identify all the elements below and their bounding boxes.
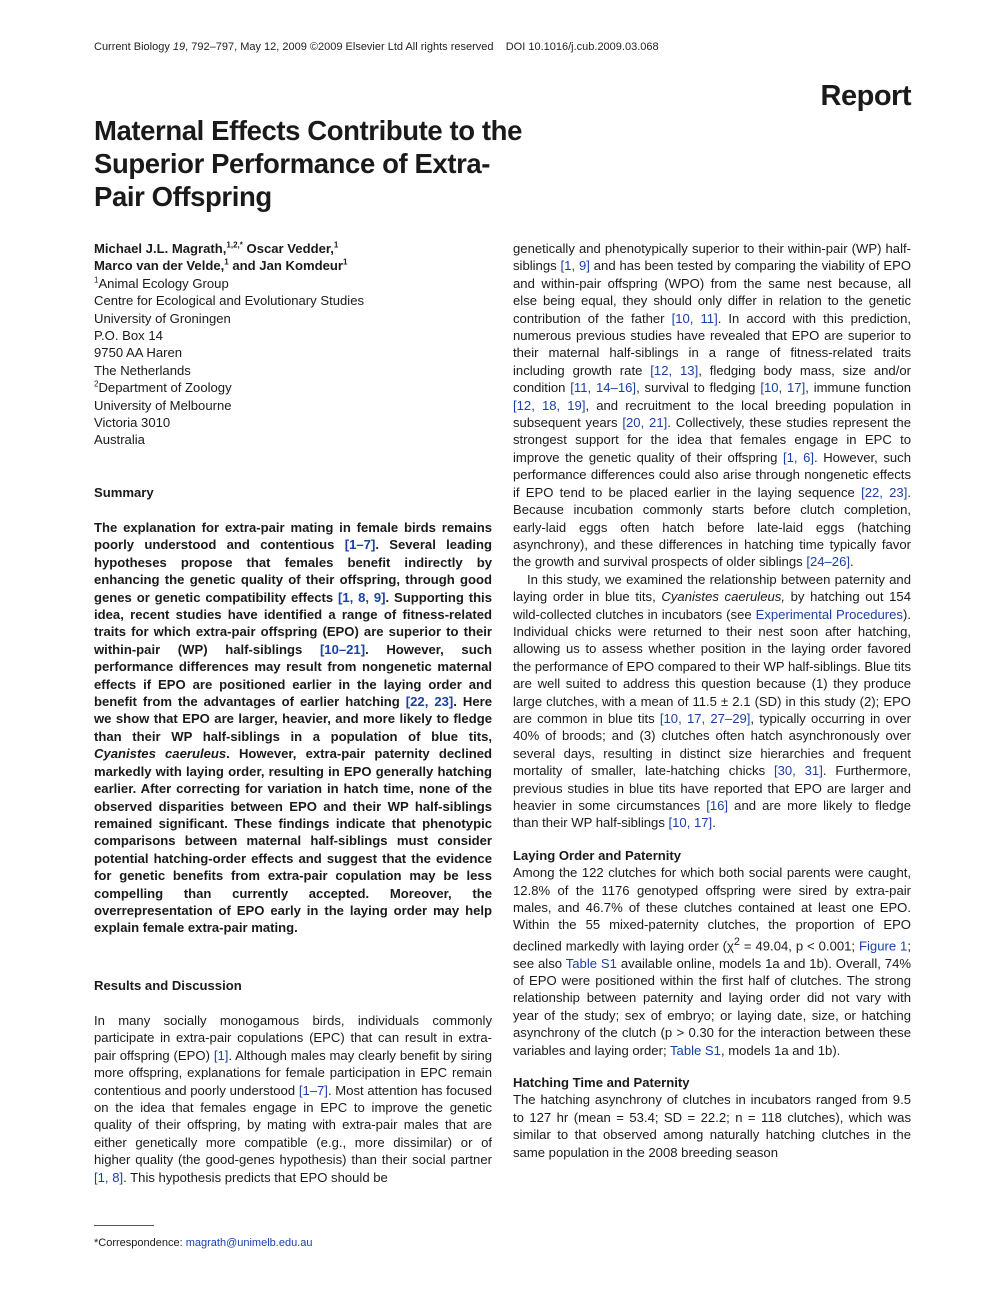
- body-text: ). Individual chicks were returned to their nest soon after hatching, allowing us to assess whether position in the laying order favored the performance of EPO compared to their WP half-siblings. Blue tits are well suited to address this question because (1) they produce large clutches, with a mean of 11.5 ± 2.1 (SD) in this study (2); EPO are common in blue tits: [513, 606, 911, 726]
- body-text: .: [850, 554, 854, 570]
- body-text: , typically occurring in over 40% of broods; and (3) clutches often hatch asynchronously over several days, resulting in distinct size hierarchies and frequent mortality of smaller, late-hatching chicks: [513, 710, 912, 779]
- summary-text: . Here we show that EPO are larger, heavier, and more likely to fledge than their WP half-siblings in a population of blue tits,: [94, 694, 492, 744]
- doi: DOI 10.1016/j.cub.2009.03.068: [505, 41, 659, 53]
- section-heading-laying-order: Laying Order and Paternity: [513, 847, 682, 863]
- table-s1-link[interactable]: Table S1: [669, 1042, 721, 1058]
- running-header: [94, 41, 659, 53]
- body-text: available online, models 1a and 1b). Overall, 74% of EPO were positioned within the first half of clutches. The strong relationship between paternity and laying order did not vary with year of the study; sex of embryo; or laying date, size, or hatching asynchrony of the clutch (p > 0.30 for the interaction between these variables and laying order;: [513, 955, 911, 1058]
- species-name: Cyanistes caeruleus: [94, 746, 227, 762]
- author-4: and Jan Komdeur: [228, 258, 343, 274]
- author-2: Oscar Vedder,: [242, 241, 334, 256]
- section-heading-hatching-time: Hatching Time and Paternity: [513, 1075, 690, 1091]
- body-text: genetically and phenotypically superior to their within-pair (WP) half-siblings: [513, 241, 911, 274]
- results-heading: Results and Discussion: [94, 978, 242, 993]
- author-names: [94, 240, 492, 275]
- aff-line: University of Groningen: [94, 310, 231, 326]
- citation-link[interactable]: [1, 8]: [94, 1169, 124, 1185]
- correspondence-email-link[interactable]: magrath@unimelb.edu.au: [185, 1237, 313, 1249]
- summary-heading: Summary: [94, 485, 154, 500]
- results-paragraph: [94, 1012, 492, 1186]
- aff-line: Victoria 3010: [94, 415, 171, 431]
- author-4-sup: 1: [342, 258, 348, 268]
- table-s1-link[interactable]: Table S1: [565, 955, 617, 971]
- body-text: In many socially monogamous birds, individuals commonly participate in extra-pair copulations (EPC) that can result in extra-pair offspring (EPO): [94, 1013, 492, 1063]
- citation-link[interactable]: [1, 6]: [783, 449, 815, 465]
- aff-line: Animal Ecology Group: [98, 275, 229, 291]
- body-text: . However, such performance differences could also arise through nongenetic effects if EPO tend to be placed earlier in the laying sequence: [513, 449, 912, 500]
- citation-link[interactable]: [30, 31]: [773, 763, 823, 779]
- author-block: [94, 240, 492, 449]
- citation-link[interactable]: [10, 17, 27–29]: [659, 710, 751, 726]
- aff-line: P.O. Box 14: [94, 328, 163, 344]
- experimental-procedures-link[interactable]: Experimental Procedures: [755, 606, 903, 622]
- correspondence-footnote: [94, 1237, 312, 1249]
- body-text: , survival to fledging: [636, 380, 761, 396]
- body-text: Among the 122 clutches for which both social parents were caught, 12.8% of the 1176 genotyped offspring were sired by extra-pair males, and 46.7% of these clutches contained at least one EPO. Within the 55 mixed-paternity clutches, the proportion of EPO declined markedly with laying order (χ: [513, 865, 911, 954]
- footnote-rule: [94, 1225, 154, 1226]
- correspondence-label: *Correspondence:: [94, 1237, 186, 1249]
- body-text: , immune function: [805, 380, 912, 396]
- paragraph-4: The hatching asynchrony of clutches in incubators ranged from 9.5 to 127 hr (mean = 53.4; SD = 22.2; n = 118 clutches), which was similar to that observed among naturally hatching clutches in the same population in the 2008 breeding season: [513, 1092, 911, 1160]
- article-type: Report: [820, 80, 911, 112]
- body-text: In this study, we examined the relationship between paternity and laying order in blue tits,: [513, 571, 911, 605]
- citation-link[interactable]: [10, 11]: [671, 310, 718, 326]
- author-3-sup: 1: [224, 258, 229, 268]
- citation-link[interactable]: [1–7]: [344, 537, 376, 553]
- body-text: and has been tested by comparing the viability of EPO and within-pair offspring (WPO) from the same nest because, all else being equal, they should only differ in relation to the genetic contribution of the father: [513, 258, 912, 326]
- citation-link[interactable]: [11, 14–16]: [570, 380, 637, 396]
- aff-line: University of Melbourne: [94, 397, 232, 413]
- figure-1-link[interactable]: Figure 1: [859, 938, 908, 954]
- citation-link[interactable]: [1, 9]: [560, 258, 590, 274]
- article-title: Maternal Effects Contribute to the Superior Performance of Extra-Pair Offspring: [94, 115, 522, 212]
- aff-line: 9750 AA Haren: [94, 345, 183, 361]
- summary-text: . However, such performance differences may result from nongenetic maternal effects if EPO are positioned earlier in the laying order and benefit from the advantages of earlier hatching: [94, 641, 492, 710]
- body-text: and are more likely to fledge than their WP half-siblings: [513, 798, 911, 831]
- paragraph-1: [513, 240, 911, 571]
- citation-link[interactable]: [1]: [213, 1047, 229, 1063]
- citation-link[interactable]: [16]: [706, 798, 729, 813]
- author-1-sup: 1,2,*: [226, 240, 243, 250]
- body-text: , fledging body mass, size and/or condition: [513, 362, 911, 396]
- citation-link[interactable]: [24–26]: [806, 554, 850, 570]
- paragraph-3: [513, 864, 911, 1059]
- citation-link[interactable]: [12, 18, 19]: [513, 397, 586, 413]
- body-text: by hatching out 154 wild-collected clutches in incubators (see: [513, 589, 911, 622]
- citation-link[interactable]: [20, 21]: [622, 415, 668, 431]
- body-text: . This hypothesis predicts that EPO should be: [123, 1169, 388, 1185]
- citation-link[interactable]: [1–7]: [298, 1082, 328, 1098]
- summary-text: . Several leading hypotheses propose that females benefit indirectly by enhancing the genetic quality of their offspring, through good genes or genetic compatibility effects: [94, 537, 492, 605]
- chi-square-sup: 2: [733, 935, 740, 948]
- summary-text: The explanation for extra-pair mating in female birds remains poorly understood and contentious: [94, 520, 492, 553]
- citation-link[interactable]: [22, 23]: [861, 484, 908, 500]
- body-text: .: [712, 815, 716, 831]
- aff-line: Australia: [94, 432, 145, 448]
- body-text: , and recruitment to the local breeding population in subsequent years: [513, 397, 911, 431]
- body-text: = 49.04, p < 0.001;: [739, 938, 859, 954]
- citation-link[interactable]: [12, 13]: [650, 362, 699, 378]
- author-3: Marco van der Velde,: [94, 258, 225, 274]
- body-text: ; see also: [513, 938, 911, 971]
- aff1-sup: 1: [94, 275, 99, 285]
- right-column: [513, 240, 911, 1161]
- species-name: Cyanistes caeruleus,: [661, 589, 785, 605]
- journal-volume: 19: [172, 41, 186, 53]
- citation-link[interactable]: [10, 17]: [760, 380, 806, 396]
- citation-link[interactable]: [1, 8, 9]: [338, 589, 386, 605]
- citation-link[interactable]: [10–21]: [319, 641, 366, 657]
- author-2-sup: 1: [333, 240, 339, 250]
- summary-text: . However, extra-pair paternity declined markedly with laying order, resulting in EPO generally hatching earlier. After correcting for variation in hatch time, none of the observed disparities between EPO and their WP half-siblings remained significant. These findings indicate that phenotypic comparisons between maternal half-siblings must consider potential hatching-order effects and suggest that the evidence for genetic benefits from extra-pair copulation may be less compelling than currently accepted. Moreover, the overrepresentation of EPO early in the laying order may help explain female extra-pair mating.: [94, 746, 492, 936]
- affiliation-1: [94, 275, 492, 379]
- aff-line: Department of Zoology: [98, 380, 232, 396]
- aff-line: Centre for Ecological and Evolutionary Studies: [94, 293, 365, 309]
- body-text: . Although males may clearly benefit by siring more offspring, explanations for female participation in EPC remain contentious and poorly understood: [94, 1047, 492, 1098]
- citation-link[interactable]: [22, 23]: [405, 694, 454, 710]
- author-1: Michael J.L. Magrath,: [94, 241, 227, 256]
- body-text: . Because incubation commonly starts before clutch completion, early-laid eggs often hatch before late-laid eggs (hatching asynchrony), and these differences in hatching time typically favor the growth and survival prospects of older siblings: [513, 484, 911, 570]
- summary-text: . Supporting this idea, recent studies have identified a range of fitness-related traits for which extra-pair offspring (EPO) are superior to their within-pair (WP) half-siblings: [94, 589, 492, 657]
- journal-name: Current Biology: [94, 41, 170, 53]
- body-text: , models 1a and 1b).: [720, 1042, 841, 1058]
- body-text: . Most attention has focused on the idea that females engage in EPC to improve the genetic quality of their offspring, by mating with extra-pair males that are either genetically more compatible (e.g., more dissimilar) or of higher quality (the good-genes hypothesis) than their social partner: [94, 1082, 492, 1168]
- affiliation-2: [94, 379, 492, 449]
- body-text: . Furthermore, previous studies in blue tits have reported that EPO are larger and heavier in some circumstances: [513, 763, 911, 813]
- body-text: . Collectively, these studies represent the strongest support for the idea that females engage in EPC to improve the genetic quality of their offspring: [513, 415, 911, 465]
- aff-line: The Netherlands: [94, 362, 191, 378]
- paragraph-2: [513, 571, 911, 832]
- body-text: . In accord with this prediction, numerous previous studies have revealed that EPO are superior to their maternal half-siblings in a range of fitness-related traits including growth rate: [513, 310, 911, 378]
- aff2-sup: 2: [94, 379, 99, 389]
- pages-date: , 792–797, May 12, 2009 ©2009 Elsevier Ltd All rights reserved: [185, 41, 494, 53]
- citation-link[interactable]: [10, 17]: [668, 815, 713, 831]
- summary-paragraph: [94, 519, 492, 937]
